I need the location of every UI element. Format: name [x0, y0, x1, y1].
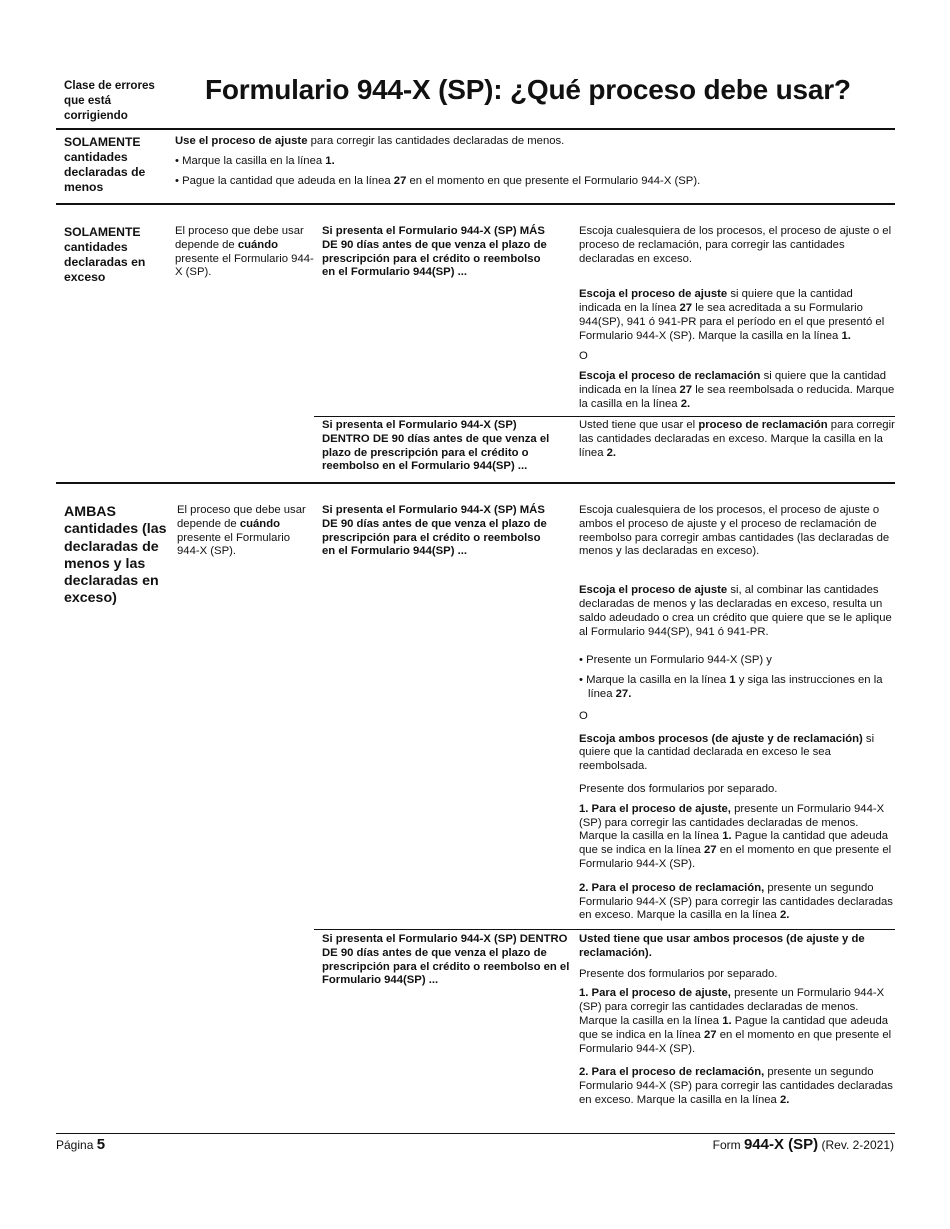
section3-case-b-content: [579, 933, 897, 1108]
section3-case-a-p3-rest: si quiere que la cantidad declarada en exceso le sea reembolsada.: [579, 732, 875, 773]
section3-step1-b: 1.: [722, 830, 732, 843]
section3-case-b-step1-c: Pague la cantidad que adeuda que se indica en la línea: [579, 1014, 889, 1041]
section3-bullet1: • Presente un Formulario 944-X (SP) y: [579, 654, 772, 667]
section2-case-a-p2-b: 27: [679, 302, 693, 315]
section3-step1-bold: 1. Para el proceso de ajuste,: [579, 802, 731, 815]
section2-case-b-p1-b: para corregir las cantidades declaradas en exceso. Marque la casilla en la línea: [579, 419, 895, 459]
section2-case-a: Si presenta el Formulario 944-X (SP) MÁS DE 90 días antes de que venza el plazo de prescripción para el crédito o reembolso en el Formulario 944(SP) ...: [322, 225, 547, 279]
section3-case-b-step1-d: 27: [703, 1028, 717, 1041]
section2-case-b-p1-a: Usted tiene que usar el: [579, 419, 699, 431]
section2-case-a-p2-c: le sea acreditada a su Formulario 944(SP), 941 ó 941-PR para el período en el que presentó el Formulario 944-X (SP). Marque la casilla en la línea: [579, 302, 885, 342]
section2-label: SOLAMENTE cantidades declaradas en exceso: [64, 225, 146, 284]
section3-case-b: Si presenta el Formulario 944-X (SP) DENTRO DE 90 días antes de que venza el plazo de prescripción para el crédito o reembolso en el Formulario 944(SP) ...: [322, 933, 570, 987]
section1-bullet1: • Marque la casilla en la línea: [175, 154, 326, 167]
section1-intro-bold: Use el proceso de ajuste: [175, 135, 308, 147]
section3-step2-bold: 2. Para el proceso de reclamación,: [579, 881, 765, 894]
header-rule: [56, 128, 895, 130]
section2-case-b: Si presenta el Formulario 944-X (SP) DENTRO DE 90 días antes de que venza el plazo de prescripción para el crédito o reembolso en el Formulario 944(SP) ...: [322, 419, 550, 473]
section1-intro-rest: para corregir las cantidades declaradas de menos.: [307, 135, 565, 147]
section3-depends-bold: cuándo: [239, 517, 280, 530]
section3-step2-a: presente un segundo Formulario 944-X (SP) para corregir las cantidades declaradas en exceso. Marque la casilla en la línea: [579, 881, 893, 922]
section3-case-b-step2-a: presente un segundo Formulario 944-X (SP) para corregir las cantidades declaradas en exceso. Marque la casilla en la línea: [579, 1066, 893, 1106]
section3-or: O: [579, 709, 588, 722]
section3-case-b-step1-b: 1.: [722, 1014, 732, 1027]
section2-rule: [56, 482, 895, 484]
section3-bullet2-d: 27.: [615, 687, 632, 700]
section3-depends: [177, 504, 315, 559]
section3-case-b-separate: Presente dos formularios por separado.: [579, 967, 778, 980]
page-title: Formulario 944-X (SP): ¿Qué proceso debe usar?: [205, 74, 851, 105]
section3-label: AMBAS cantidades (las declaradas de menos y las declaradas en exceso): [64, 504, 167, 607]
section3-case-rule: [314, 929, 895, 930]
section2-depends-post: presente el Formulario 944-X (SP).: [175, 252, 314, 279]
section3-case-a-p1: Escoja cualesquiera de los procesos, el proceso de ajuste o ambos el proceso de ajuste y el proceso de reclamación de reembolso para corregir ambas cantidades (las declaradas de menos y las declaradas en exceso).: [579, 504, 890, 558]
section3-step2-b: 2.: [779, 909, 790, 922]
section2-case-a-content: [579, 225, 897, 412]
section1-content: [175, 135, 895, 188]
footer-page: [56, 1136, 105, 1153]
section3-step1-e: en el momento en que presente el Formulario 944-X (SP).: [579, 844, 892, 870]
section2-depends-pre: El proceso que debe usar depende de: [175, 225, 304, 251]
section3-case-a: Si presenta el Formulario 944-X (SP) MÁS DE 90 días antes de que venza el plazo de prescripción para el crédito o reembolso en el Formulario 944(SP) ...: [322, 504, 547, 558]
section2-case-a-p3-c: le sea reembolsada o reducida. Marque la casilla en la línea: [579, 384, 895, 410]
section3-case-a-p3-bold: Escoja ambos procesos (de ajuste y de reclamación): [579, 732, 863, 745]
section1-bullet2-bold: 27: [393, 174, 407, 187]
footer-revision: (Rev. 2-2021): [821, 1138, 894, 1152]
section2-case-a-p2-bold: Escoja el proceso de ajuste: [579, 288, 728, 301]
section1-rule: [56, 203, 895, 205]
section1-bullet2: • Pague la cantidad que adeuda en la línea: [175, 174, 394, 187]
section3-bullet2-a: • Marque la casilla en la línea: [579, 674, 730, 687]
section3-case-b-step2-b: 2.: [779, 1093, 790, 1106]
section1-bullet1-bold: 1.: [325, 154, 335, 167]
section2-case-a-p3-bold: Escoja el proceso de reclamación: [579, 370, 761, 383]
footer-page-number: 5: [96, 1136, 106, 1153]
section2-case-a-p2-a: si quiere que la cantidad indicada en la línea: [579, 288, 853, 315]
section1-bullet2-post: en el momento en que presente el Formulario 944-X (SP).: [406, 174, 701, 187]
section3-case-a-p2-bold: Escoja el proceso de ajuste: [579, 584, 728, 597]
section3-case-a-content: [579, 504, 897, 923]
section2-depends: [175, 225, 315, 280]
section3-case-b-step1-a: presente un Formulario 944-X (SP) para corregir las cantidades declaradas de menos. Marque la casilla en la línea: [579, 987, 885, 1027]
footer-form-name: 944-X (SP): [743, 1136, 819, 1153]
section1-label: SOLAMENTE cantidades declaradas de menos: [64, 135, 146, 194]
section2-case-b-p1-bold: proceso de reclamación: [698, 419, 828, 431]
section2-case-rule: [314, 416, 895, 417]
section3-depends-post: presente el Formulario 944-X (SP).: [177, 531, 291, 558]
section2-case-a-p2-d: 1.: [841, 329, 851, 342]
section2-case-a-p3-d: 2.: [680, 397, 691, 410]
section3-case-a-p2-rest: si, al combinar las cantidades declaradas de menos y las declaradas en exceso, resulta un saldo adeudado o crea un crédito que quiere que se le aplique al Formulario 944(SP), 941 ó 941-PR.: [579, 584, 892, 638]
section3-bullet2-c: y siga las instrucciones en la línea: [588, 674, 883, 700]
footer-page-label: Página: [56, 1138, 94, 1152]
section2-case-b-content: [579, 419, 897, 460]
section2-case-a-p1: Escoja cualesquiera de los procesos, el proceso de ajuste o el proceso de reclamación, para corregir las cantidades declaradas en exceso.: [579, 225, 892, 265]
section3-case-b-head: Usted tiene que usar ambos procesos (de ajuste y de reclamación).: [579, 933, 865, 959]
section3-separate: Presente dos formularios por separado.: [579, 782, 778, 795]
section3-case-b-step1-bold: 1. Para el proceso de ajuste,: [579, 987, 731, 1000]
section3-step1-a: presente un Formulario 944-X (SP) para corregir las cantidades declaradas de menos. Marque la casilla en la línea: [579, 802, 885, 843]
header-left-label: Clase de errores que está corrigiendo: [64, 79, 155, 122]
section3-case-b-step2-bold: 2. Para el proceso de reclamación,: [579, 1066, 765, 1079]
section3-bullet2-b: 1: [729, 674, 736, 687]
footer-form-prefix: Form: [712, 1138, 741, 1152]
footer-rule: [56, 1133, 895, 1134]
section2-or: O: [579, 349, 588, 362]
footer-form: [713, 1136, 894, 1153]
section2-depends-bold: cuándo: [237, 238, 278, 251]
section3-step1-c: Pague la cantidad que adeuda que se indica en la línea: [579, 830, 889, 857]
section2-case-b-p1-c: 2.: [606, 446, 617, 459]
section3-case-b-step1-e: en el momento en que presente el Formulario 944-X (SP).: [579, 1028, 892, 1055]
section2-case-a-p3-a: si quiere que la cantidad indicada en la línea: [579, 370, 887, 397]
section3-step1-d: 27: [703, 844, 717, 857]
section3-depends-pre: El proceso que debe usar depende de: [177, 504, 306, 530]
section2-case-a-p3-b: 27: [679, 384, 693, 397]
